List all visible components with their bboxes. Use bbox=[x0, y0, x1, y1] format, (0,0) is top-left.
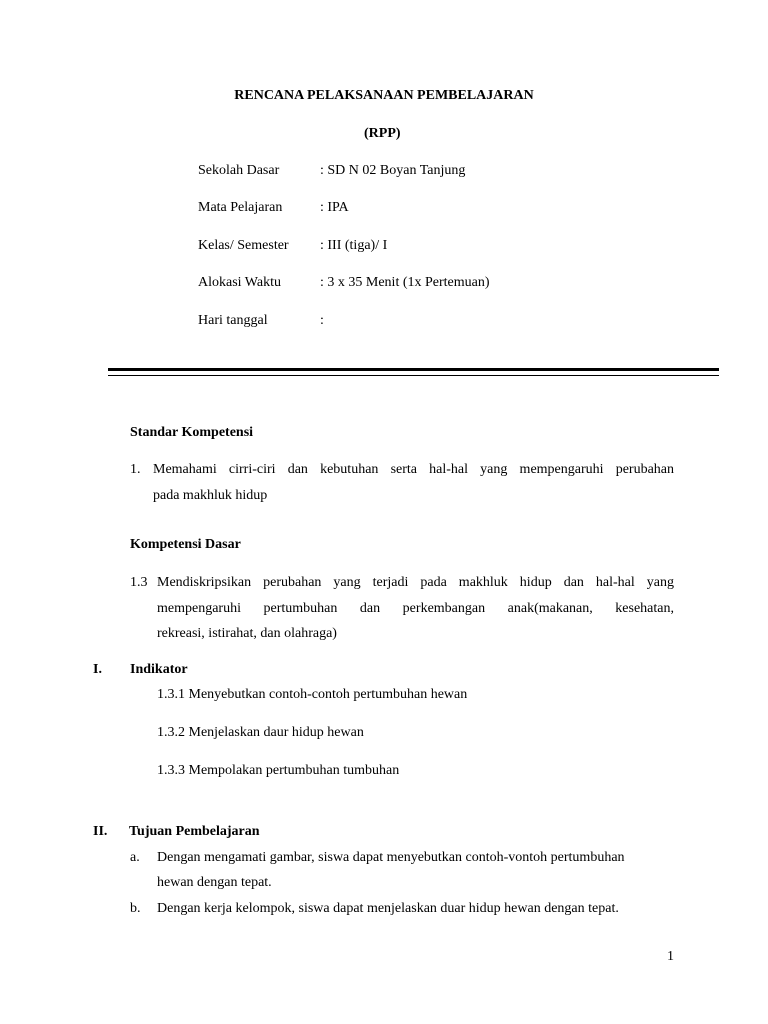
indikator-numeral: I. bbox=[93, 662, 102, 677]
indikator-item: 1.3.2 Menjelaskan daur hidup hewan bbox=[157, 725, 364, 740]
kompetensi-heading: Kompetensi Dasar bbox=[130, 537, 241, 552]
indikator-item: 1.3.1 Menyebutkan contoh-contoh pertumbuhan hewan bbox=[157, 687, 468, 702]
document-subtitle: (RPP) bbox=[364, 126, 401, 141]
info-value-subject: : IPA bbox=[320, 200, 349, 215]
info-value-date: : bbox=[320, 313, 324, 328]
tujuan-item-b-line1: Dengan kerja kelompok, siswa dapat menjelaskan duar hidup hewan dengan tepat. bbox=[157, 901, 619, 916]
standar-heading: Standar Kompetensi bbox=[130, 425, 254, 440]
standar-text-line2: pada makhluk hidup bbox=[153, 488, 268, 503]
info-label-subject: Mata Pelajaran bbox=[198, 200, 283, 215]
document-title: RENCANA PELAKSANAAN PEMBELAJARAN bbox=[234, 88, 534, 103]
info-value-school: : SD N 02 Boyan Tanjung bbox=[320, 163, 466, 178]
info-value-class: : III (tiga)/ I bbox=[320, 238, 388, 253]
info-label-school: Sekolah Dasar bbox=[198, 163, 280, 178]
tujuan-marker-b: b. bbox=[130, 901, 141, 916]
tujuan-marker-a: a. bbox=[130, 850, 140, 865]
kompetensi-text-line3: rekreasi, istirahat, dan olahraga) bbox=[157, 626, 337, 641]
header-divider-thin bbox=[108, 375, 719, 376]
standar-text-line1: Memahami cirri-ciri dan kebutuhan serta hal-hal yang mempengaruhi perubahan bbox=[153, 462, 674, 477]
info-label-date: Hari tanggal bbox=[198, 313, 268, 328]
info-value-time: : 3 x 35 Menit (1x Pertemuan) bbox=[320, 275, 490, 290]
info-label-time: Alokasi Waktu bbox=[198, 275, 281, 290]
tujuan-numeral: II. bbox=[93, 824, 108, 839]
standar-number: 1. bbox=[130, 462, 141, 477]
page-number: 1 bbox=[667, 949, 674, 964]
info-label-class: Kelas/ Semester bbox=[198, 238, 289, 253]
indikator-heading: Indikator bbox=[130, 662, 188, 677]
tujuan-heading: Tujuan Pembelajaran bbox=[129, 824, 260, 839]
kompetensi-number: 1.3 bbox=[130, 575, 148, 590]
tujuan-item-a-line1: Dengan mengamati gambar, siswa dapat menyebutkan contoh-vontoh pertumbuhan bbox=[157, 850, 625, 865]
indikator-item: 1.3.3 Mempolakan pertumbuhan tumbuhan bbox=[157, 763, 400, 778]
header-divider-thick bbox=[108, 368, 719, 371]
kompetensi-text-line2: mempengaruhi pertumbuhan dan perkembangan anak(makanan, kesehatan, bbox=[157, 601, 674, 616]
tujuan-item-a-line2: hewan dengan tepat. bbox=[157, 875, 272, 890]
kompetensi-text-line1: Mendiskripsikan perubahan yang terjadi pada makhluk hidup dan hal-hal yang bbox=[157, 575, 674, 590]
